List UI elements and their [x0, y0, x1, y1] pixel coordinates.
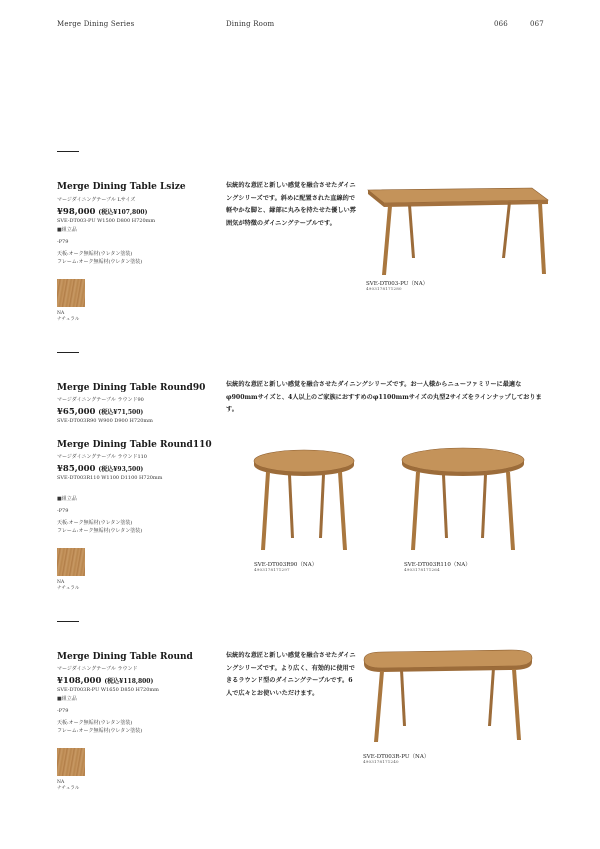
swatch-label	[57, 780, 79, 792]
jan-code: 4903178171280	[366, 286, 402, 291]
image-caption: SVE-DT003R110（NA）	[404, 562, 471, 568]
wood-swatch	[57, 548, 85, 576]
product-name: Merge Dining Table Round90	[57, 383, 206, 393]
price-value: ¥108,000	[57, 676, 102, 686]
material-frame: フレーム:オーク無垢材(ウレタン塗装)	[57, 528, 143, 534]
material-frame: フレーム:オーク無垢材(ウレタン塗装)	[57, 728, 143, 734]
price-tax: (税込¥107,800)	[98, 209, 148, 216]
section-divider	[57, 621, 79, 622]
table-round-image	[360, 646, 540, 746]
swatch-name: ナチュラル	[57, 786, 80, 791]
product-description: 伝統的な意匠と新しい感覚を融合させたダイニングシリーズです。斜めに配置された直線的で軽やかな脚と、縁部に丸みを持たせた優しい雰囲気が特徴のダイニングテーブルです。	[226, 182, 356, 227]
model-spec: SVE-DT003-PU W1500 D800 H720mm	[57, 218, 156, 224]
material-top: 天板:オーク無垢材(ウレタン塗装)	[57, 520, 133, 526]
assembly-note: ■組立品	[57, 227, 77, 233]
assembly-note: ■組立品	[57, 696, 77, 702]
material-top: 天板:オーク無垢材(ウレタン塗装)	[57, 720, 133, 726]
product-price	[57, 676, 153, 686]
swatch-name: ナチュラル	[57, 586, 80, 591]
page-reference: -P79	[57, 239, 69, 245]
wood-swatch	[57, 748, 85, 776]
model-spec: SVE-DT003R90 W900 D900 H720mm	[57, 418, 153, 424]
page-reference: -P79	[57, 508, 69, 514]
page-number-left: 066	[494, 20, 508, 28]
jan-code: 4903178171240	[363, 759, 399, 764]
swatch-label	[57, 311, 79, 323]
category-title: Dining Room	[226, 20, 275, 28]
product-description: 伝統的な意匠と新しい感覚を融合させたダイニングシリーズです。より広く、有効的に使用できるラウンド型のダイニングテーブルです。6人で広々とお使いいただけます。	[226, 652, 356, 697]
product-name-jp: マージダイニングテーブル ラウンド	[57, 666, 138, 672]
price-value: ¥98,000	[57, 207, 96, 217]
price-value: ¥65,000	[57, 407, 96, 417]
wood-swatch	[57, 279, 85, 307]
jan-code: 4903178171264	[404, 567, 440, 572]
product-name: Merge Dining Table Lsize	[57, 182, 186, 192]
table-round110-image	[400, 446, 530, 558]
product-price	[57, 464, 143, 474]
price-tax: (税込¥71,500)	[98, 409, 144, 416]
swatch-code: NA	[57, 311, 65, 316]
swatch-code: NA	[57, 780, 65, 785]
table-lsize-image	[362, 180, 552, 280]
image-caption: SVE-DT003R90（NA）	[254, 562, 318, 568]
swatch-name: ナチュラル	[57, 317, 80, 322]
page-number-right: 067	[530, 20, 544, 28]
section-divider	[57, 352, 79, 353]
swatch-code: NA	[57, 580, 65, 585]
model-spec: SVE-DT003R-PU W1650 D850 H720mm	[57, 687, 159, 693]
product-name: Merge Dining Table Round	[57, 652, 193, 662]
image-caption: SVE-DT003R-PU（NA）	[363, 754, 430, 760]
product-name-jp: マージダイニングテーブル ラウンド110	[57, 454, 147, 460]
product-name-jp: マージダイニングテーブル Lサイズ	[57, 197, 136, 203]
material-top: 天板:オーク無垢材(ウレタン塗装)	[57, 251, 133, 257]
price-tax: (税込¥118,800)	[104, 678, 154, 685]
product-description: 伝統的な意匠と新しい感覚を融合させたダイニングシリーズです。お一人様からニューファミリーに最適な φ900mmサイズと、4人以上のご家族におすすめのφ1100mmサイズの丸型2サイズをラインナップしております。	[226, 381, 542, 413]
product-name-jp: マージダイニングテーブル ラウンド90	[57, 397, 144, 403]
price-value: ¥85,000	[57, 464, 96, 474]
model-spec: SVE-DT003R110 W1100 D1100 H720mm	[57, 475, 163, 481]
page-reference: -P79	[57, 708, 69, 714]
product-price	[57, 207, 147, 217]
material-frame: フレーム:オーク無垢材(ウレタン塗装)	[57, 259, 143, 265]
jan-code: 4903178171297	[254, 567, 290, 572]
swatch-label	[57, 580, 79, 592]
image-caption: SVE-DT003-PU（NA）	[366, 281, 429, 287]
product-price	[57, 407, 143, 417]
product-name: Merge Dining Table Round110	[57, 440, 212, 450]
series-title: Merge Dining Series	[57, 20, 135, 28]
assembly-note: ■組立品	[57, 496, 77, 502]
table-round90-image	[252, 448, 362, 558]
section-divider	[57, 151, 79, 152]
price-tax: (税込¥93,500)	[98, 466, 144, 473]
